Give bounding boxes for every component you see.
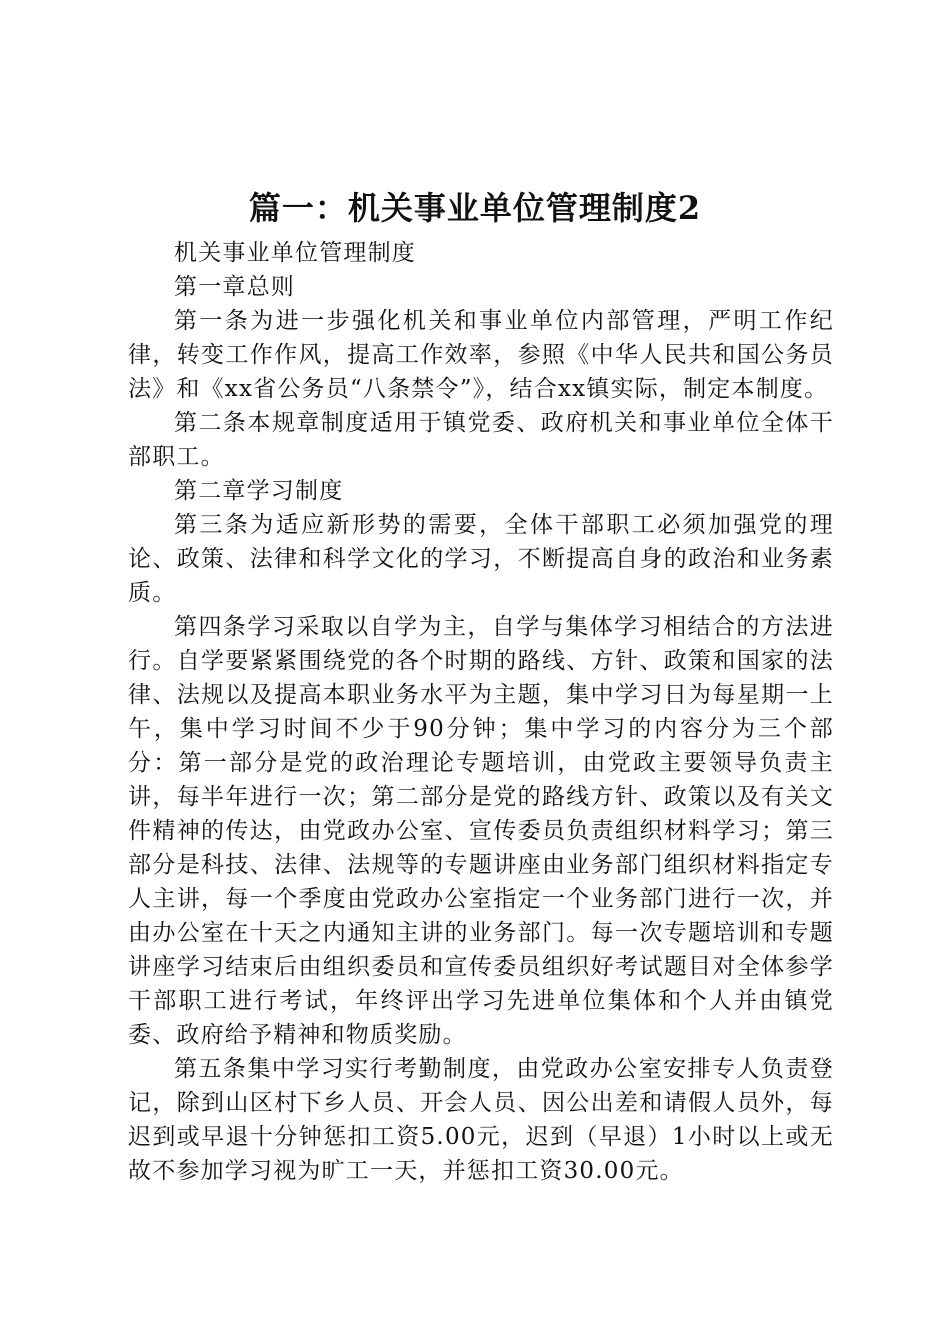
document-title: 篇一：机关事业单位管理制度2 bbox=[248, 189, 702, 227]
paragraph-article-4: 第四条学习采取以自学为主，自学与集体学习相结合的方法进行。自学要紧紧围绕党的各个时期的路线、方针、政策和国家的法律、法规以及提高本职业务水平为主题，集中学习日为每星期一上午，集中学习时间不少于90分钟；集中学习的内容分为三个部分：第一部分是党的政治理论专题培训，由党政主要领导负责主讲，每半年进行一次；第二部分是党的路线方针、政策以及有关文件精神的传达，由党政办公室、宣传委员负责组织材料学习；第三部分是科技、法律、法规等的专题讲座由业务部门组织材料指定专人主讲，每一个季度由党政办公室指定一个业务部门进行一次，并由办公室在十天之内通知主讲的业务部门。每一次专题培训和专题讲座学习结束后由组织委员和宣传委员组织好考试题目对全体参学干部职工进行考试，年终评出学习先进单位集体和个人并由镇党委、政府给予精神和物质奖励。 bbox=[128, 614, 834, 1048]
document-body bbox=[128, 236, 834, 1188]
paragraph-article-2: 第二条本规章制度适用于镇党委、政府机关和事业单位全体干部职工。 bbox=[128, 410, 834, 470]
paragraph-chapter-1-heading: 第一章总则 bbox=[174, 274, 295, 300]
paragraph-article-5: 第五条集中学习实行考勤制度，由党政办公室安排专人负责登记，除到山区村下乡人员、开会人员、因公出差和请假人员外，每迟到或早退十分钟惩扣工资5.00元，迟到（早退）1小时以上或无故不参加学习视为旷工一天，并惩扣工资30.00元。 bbox=[128, 1056, 834, 1184]
paragraph-article-1: 第一条为进一步强化机关和事业单位内部管理，严明工作纪律，转变工作作风，提高工作效率，参照《中华人民共和国公务员法》和《xx省公务员“八条禁令”》，结合xx镇实际，制定本制度。 bbox=[128, 308, 834, 402]
paragraph-article-3: 第三条为适应新形势的需要，全体干部职工必须加强党的理论、政策、法律和科学文化的学习，不断提高自身的政治和业务素质。 bbox=[128, 512, 834, 606]
paragraph-chapter-2-heading: 第二章学习制度 bbox=[174, 478, 344, 504]
paragraph-doc-name: 机关事业单位管理制度 bbox=[174, 240, 416, 266]
